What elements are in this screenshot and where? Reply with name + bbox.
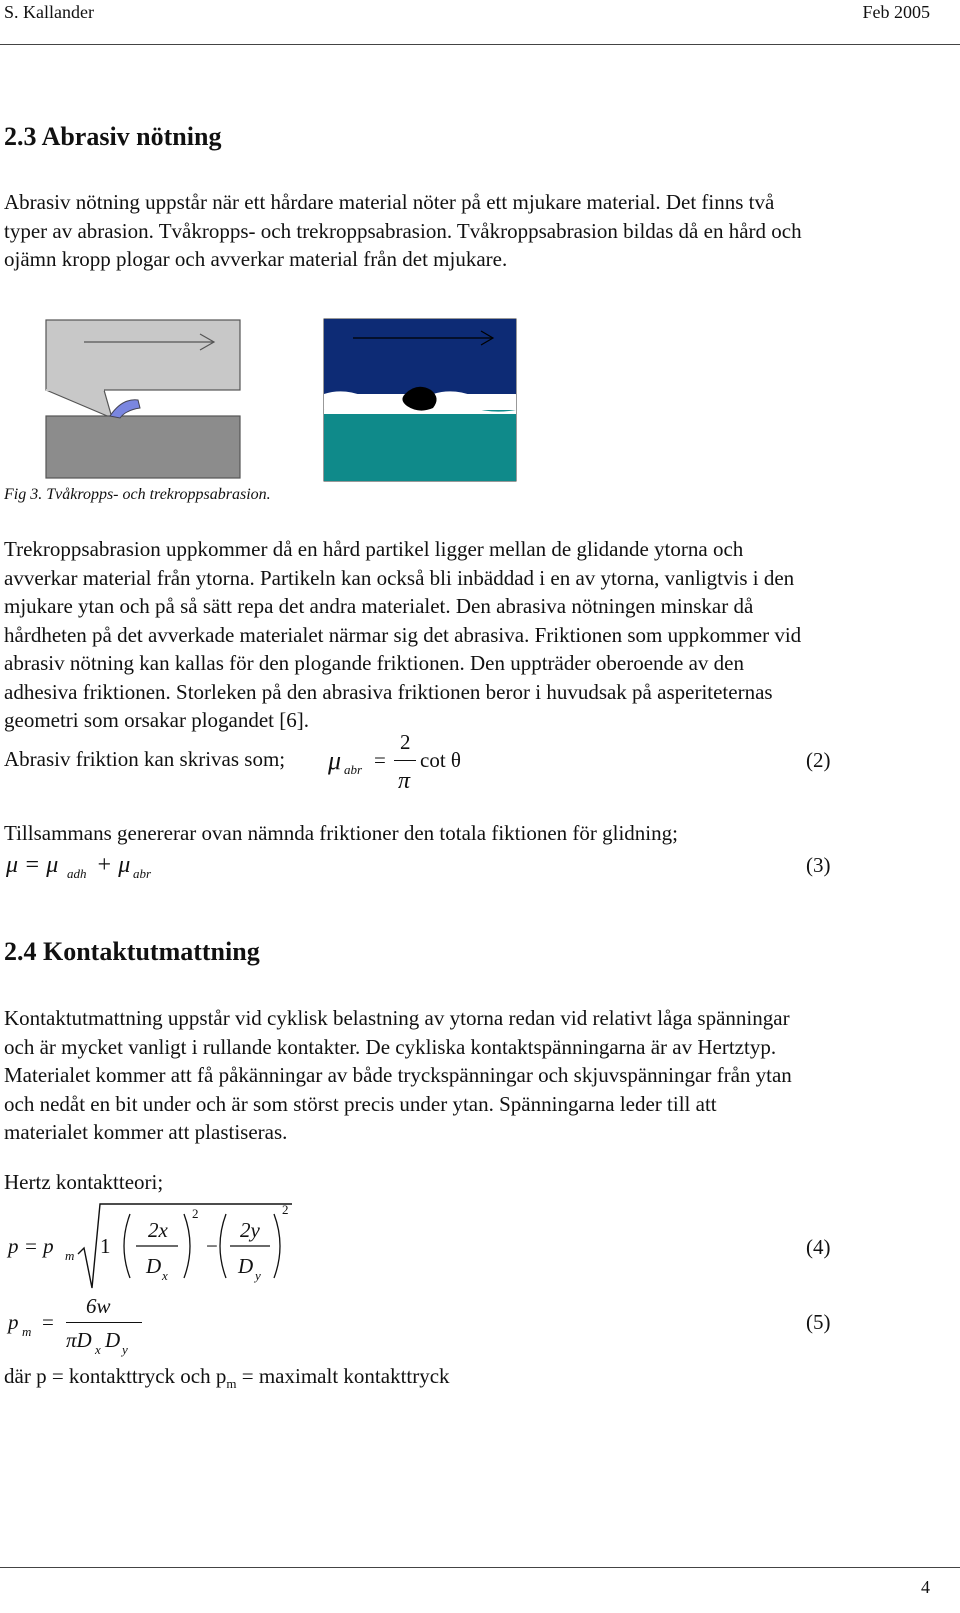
mu-symbol: μ xyxy=(328,746,342,775)
numerator: 6w xyxy=(86,1294,111,1318)
text-line: avverkar material från ytorna. Partikeln kan också bli inbäddad i en av ytorna, vanligtvis i den xyxy=(4,565,795,590)
denominator: D xyxy=(146,1254,162,1278)
equation-5 xyxy=(6,1292,206,1362)
fraction-numerator: 2 xyxy=(400,730,411,754)
subscript: y xyxy=(255,1268,261,1283)
denominator: D xyxy=(105,1328,121,1352)
denominator: D xyxy=(238,1254,254,1278)
text-line: och nedåt en bit under och är som störst precis under ytan. Spänningarna leder till att xyxy=(4,1091,717,1116)
fraction-bar xyxy=(394,760,416,761)
equation-4 xyxy=(6,1198,306,1294)
text-line: Kontaktutmattning uppstår vid cyklisk belastning av ytorna redan vid relativt låga spänningar xyxy=(4,1006,790,1030)
figure-caption: Fig 3. Tvåkropps- och trekroppsabrasion. xyxy=(4,486,271,503)
text-line: Trekroppsabrasion uppkommer då en hård partikel ligger mellan de glidande ytorna och xyxy=(4,537,744,561)
equation-plus-term: + μ xyxy=(96,852,131,878)
text-line: Materialet kommer att få påkänningar av både tryckspänningar och skjuvspänningar från ytan xyxy=(4,1063,792,1087)
variable-definitions xyxy=(4,1364,450,1392)
numerator: 2y xyxy=(240,1218,260,1242)
subscript: m xyxy=(22,1324,32,1339)
equation-number: (3) xyxy=(806,853,831,877)
definition-text: där p = kontakttryck och p xyxy=(4,1364,227,1388)
text-line: Abrasiv nötning uppstår när ett hårdare material nöter på ett mjukare material. Det finns två xyxy=(4,190,775,214)
equation-number: (5) xyxy=(806,1310,831,1334)
page-number: 4 xyxy=(921,1577,930,1597)
text-line: mjukare ytan och på så sätt repa det andra materialet. Den abrasiva nötningen minskar då xyxy=(4,594,754,618)
denominator: πD xyxy=(66,1328,92,1352)
text-line: materialet kommer att plastiseras. xyxy=(4,1120,288,1144)
definition-text: = maximalt kontakttryck xyxy=(236,1364,450,1388)
equation-number: (4) xyxy=(806,1235,831,1259)
subscript: adh xyxy=(67,866,87,881)
text-line: och är mycket vanligt i rullande kontakter. De cykliska kontaktspänningarna är av Hertztyp. xyxy=(4,1034,777,1059)
subscript: m xyxy=(65,1248,75,1263)
text-line: hårdheten på det avverkade materialet närmar sig det abrasiva. Friktionen som uppkommer vid xyxy=(4,622,802,647)
equation-lhs: p xyxy=(8,1310,19,1334)
text-line: geometri som orsakar plogandet [6]. xyxy=(4,708,309,732)
paragraph-kontaktutmattning xyxy=(4,1004,954,1147)
cot-theta: cot θ xyxy=(420,748,461,772)
exponent: 2 xyxy=(282,1202,289,1217)
three-body-abrasion-figure xyxy=(323,318,517,482)
equation-number: (2) xyxy=(806,748,831,772)
numerator: 2x xyxy=(148,1218,168,1242)
equation-lhs: p = p xyxy=(8,1234,54,1258)
subscript: y xyxy=(122,1342,128,1357)
minus: − xyxy=(206,1234,218,1258)
equals: = xyxy=(374,748,386,772)
exponent: 2 xyxy=(192,1206,199,1221)
equals: = xyxy=(42,1310,54,1334)
subscript: abr xyxy=(344,762,363,777)
fraction-bar xyxy=(66,1322,142,1323)
equation-2-lead: Abrasiv friktion kan skrivas som; xyxy=(4,747,286,771)
one: 1 xyxy=(100,1234,111,1258)
two-body-abrasion-figure xyxy=(44,318,244,480)
text-line: adhesiva friktionen. Storleken på den abrasiva friktionen beror i huvudsak på asperiteternas xyxy=(4,679,773,704)
text-line: abrasiv nötning kan kallas för den plogande friktionen. Den uppträder oberoende av den xyxy=(4,651,745,675)
footer-rule xyxy=(0,1567,960,1568)
equation-3-lead: Tillsammans genererar ovan nämnda friktioner den totala fiktionen för glidning; xyxy=(4,821,678,845)
hertz-lead: Hertz kontaktteori; xyxy=(4,1170,164,1194)
equation-3 xyxy=(4,850,204,886)
text-line: typer av abrasion. Tvåkropps- och trekroppsabrasion. Tvåkroppsabrasion bildas då en hård och xyxy=(4,218,802,243)
subscript: m xyxy=(226,1376,237,1392)
equation-lhs: μ = μ xyxy=(6,852,59,878)
text-line: ojämn kropp plogar och avverkar material från det mjukare. xyxy=(4,247,508,271)
section-heading-abrasiv: 2.3 Abrasiv nötning xyxy=(4,122,222,151)
header-rule xyxy=(0,44,960,45)
fraction-denominator: π xyxy=(398,768,411,794)
paragraph-abrasiv-intro xyxy=(4,188,954,274)
section-heading-kontaktutmattning: 2.4 Kontaktutmattning xyxy=(4,937,260,966)
equation-2 xyxy=(328,730,528,800)
subscript: x xyxy=(95,1342,101,1357)
subscript: abr xyxy=(133,866,152,881)
header-date: Feb 2005 xyxy=(862,2,930,22)
subscript: x xyxy=(162,1268,168,1283)
header-author: S. Kallander xyxy=(4,2,94,22)
paragraph-trekropps xyxy=(4,535,954,735)
